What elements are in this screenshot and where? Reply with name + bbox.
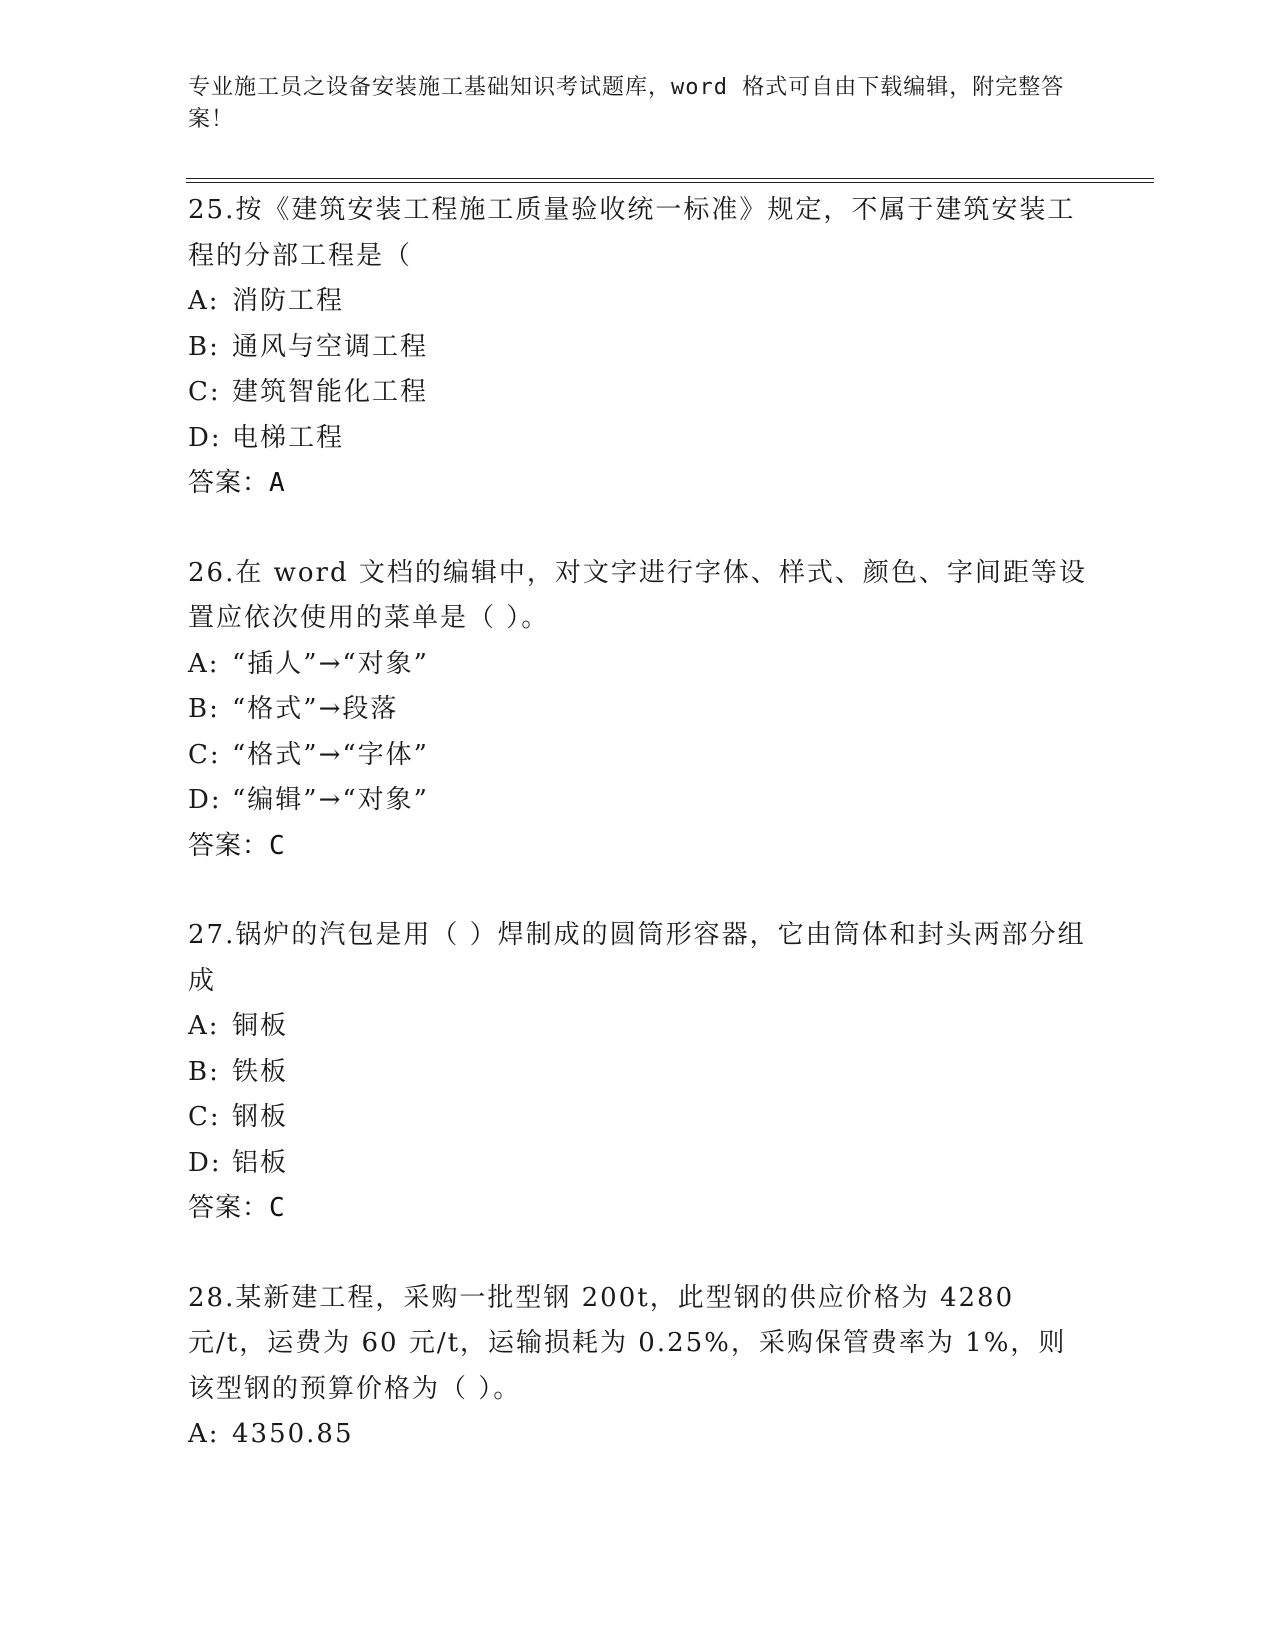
- header-divider: [186, 178, 1154, 183]
- option-text: 4350.85: [232, 1419, 354, 1449]
- answer: 答案：A: [188, 468, 286, 498]
- option-label: C:: [188, 1102, 221, 1132]
- option-d: [188, 1141, 1088, 1187]
- option-label: B:: [188, 694, 220, 724]
- document-header: 专业施工员之设备安装施工基础知识考试题库，word 格式可自由下载编辑，附完整答案！: [188, 75, 1065, 132]
- question-text: 25.按《建筑安装工程施工质量验收统一标准》规定，不属于建筑安装工程的分部工程是（: [188, 195, 1076, 271]
- question-25: [188, 188, 1088, 507]
- question-27: [188, 913, 1088, 1232]
- option-d: [188, 778, 1088, 824]
- option-text: “格式”→段落: [232, 694, 399, 724]
- question-text: 27.锅炉的汽包是用（ ）焊制成的圆筒形容器，它由筒体和封头两部分组成: [188, 920, 1086, 996]
- option-d: [188, 416, 1088, 462]
- option-text: 钢板: [232, 1102, 289, 1132]
- option-text: “插人”→“对象”: [232, 648, 429, 679]
- question-28: [188, 1276, 1088, 1458]
- option-text: 铁板: [232, 1056, 289, 1087]
- option-label: A:: [188, 1419, 220, 1449]
- option-text: 铝板: [232, 1147, 289, 1178]
- option-label: D:: [188, 422, 222, 453]
- option-c: [188, 1095, 1088, 1141]
- option-b: [188, 687, 1088, 733]
- option-a: [188, 642, 1088, 688]
- option-label: D:: [188, 1147, 222, 1178]
- option-label: A:: [188, 1011, 220, 1041]
- option-a: [188, 1004, 1088, 1050]
- option-label: B:: [188, 331, 220, 362]
- answer: 答案：C: [188, 830, 286, 861]
- option-text: “格式”→“字体”: [232, 739, 429, 770]
- option-text: 通风与空调工程: [232, 331, 429, 362]
- option-b: [188, 1050, 1088, 1096]
- option-text: “编辑”→“对象”: [232, 785, 429, 815]
- option-label: C:: [188, 377, 221, 407]
- option-label: C:: [188, 739, 221, 770]
- answer: 答案：C: [188, 1193, 286, 1223]
- option-c: [188, 370, 1088, 416]
- option-label: D:: [188, 785, 222, 815]
- option-text: 铜板: [232, 1011, 289, 1041]
- question-list: [188, 188, 1088, 1502]
- option-b: [188, 325, 1088, 371]
- option-label: A:: [188, 648, 220, 679]
- option-text: 建筑智能化工程: [232, 377, 429, 407]
- question-text: 28.某新建工程，采购一批型钢 200t，此型钢的供应价格为 4280 元/t，运费为 60 元/t，运输损耗为 0.25%，采购保管费率为 1%，则该型钢的预算价格为（ ）。: [188, 1282, 1067, 1404]
- option-label: B:: [188, 1056, 220, 1087]
- option-a: [188, 279, 1088, 325]
- question-text: 26.在 word 文档的编辑中，对文字进行字体、样式、颜色、字间距等设置应依次使用的菜单是（ ）。: [188, 557, 1087, 633]
- option-text: 电梯工程: [232, 422, 345, 453]
- option-a: [188, 1412, 1088, 1458]
- option-text: 消防工程: [232, 286, 345, 316]
- option-c: [188, 733, 1088, 779]
- option-label: A:: [188, 286, 220, 316]
- question-26: [188, 551, 1088, 870]
